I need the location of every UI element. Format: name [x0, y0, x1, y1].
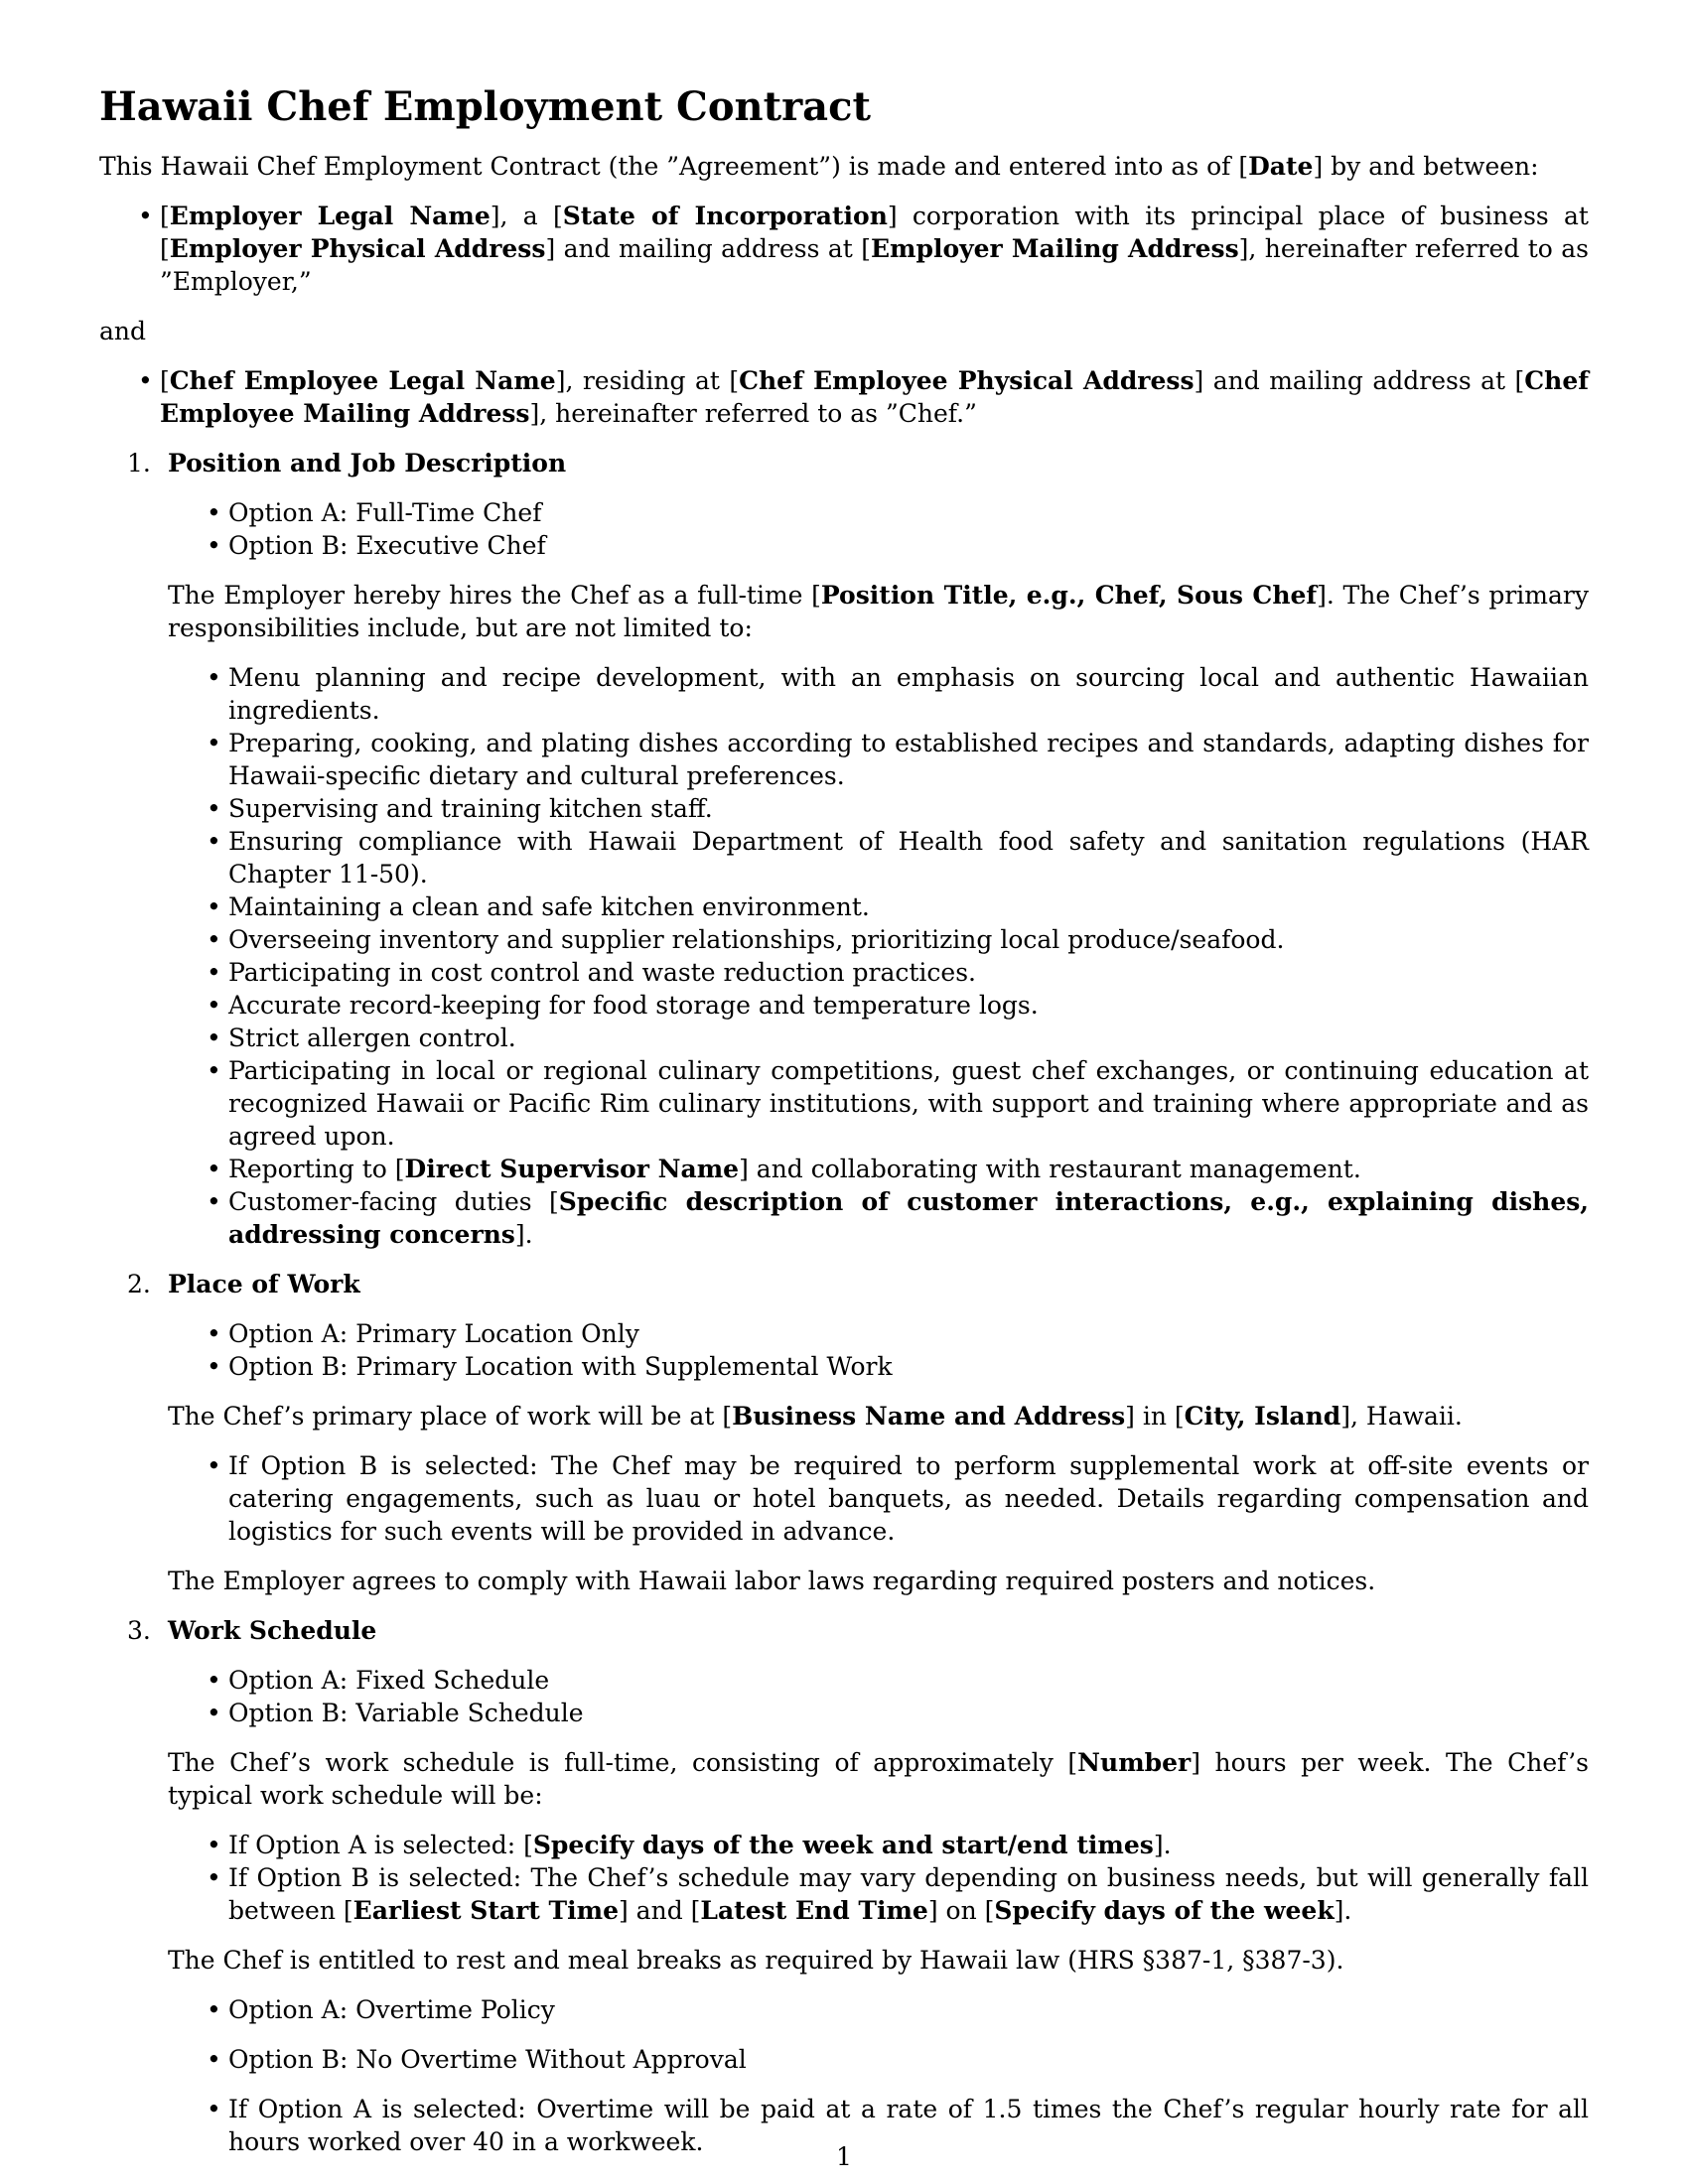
option-list: [168, 1317, 1589, 1383]
schedule-list: [168, 1829, 1589, 1927]
and-text: and: [99, 317, 147, 345]
contract-page: [99, 83, 1589, 2175]
option-list: [168, 1664, 1589, 1729]
section-heading: Position and Job Description: [168, 449, 567, 478]
section-position: [99, 447, 1589, 1251]
option-list: [168, 496, 1589, 562]
list-item: • Option A: Full-Time Chef: [228, 496, 1589, 529]
party-list-employer: [99, 200, 1589, 298]
list-item: • Strict allergen control.: [228, 1022, 1589, 1054]
list-item: • Ensuring compliance with Hawaii Department of Health food safety and sanitation regulations (HAR Chapter 11-50).: [228, 825, 1589, 890]
date-placeholder: Date: [1248, 152, 1314, 181]
section-number: 1.: [127, 449, 151, 478]
list-item: • Participating in local or regional culinary competitions, guest chef exchanges, or continuing education at recognized Hawaii or Pacific Rim culinary institutions, with support and training where appropriate and as agreed upon.: [228, 1054, 1589, 1153]
section-heading: Work Schedule: [168, 1616, 377, 1645]
list-item: • Reporting to [Direct Supervisor Name] and collaborating with restaurant management.: [228, 1153, 1589, 1185]
list-item: • Customer-facing duties [Specific description of customer interactions, e.g., explaining dishes, addressing concerns].: [228, 1185, 1589, 1251]
list-item: • Participating in cost control and waste reduction practices.: [228, 956, 1589, 989]
list-item: • Maintaining a clean and safe kitchen environment.: [228, 890, 1589, 923]
section-paragraph: The Chef is entitled to rest and meal breaks as required by Hawaii law (HRS §387-1, §387-3).: [168, 1946, 1344, 1975]
list-item: • If Option A is selected: Overtime will be paid at a rate of 1.5 times the Chef’s regular hourly rate for all hours worked over 40 in a workweek.: [228, 2093, 1589, 2158]
list-item: • If Option A is selected: [Specify days of the week and start/end times].: [228, 1829, 1589, 1861]
employer-party: • [Employer Legal Name], a [State of Incorporation] corporation with its principal place of business at [Employer Physical Address] and mailing address at [Employer Mailing Address], hereinafter referred to as ”Employer,”: [160, 200, 1589, 298]
section-paragraph: The Employer agrees to comply with Hawaii labor laws regarding required posters and notices.: [168, 1567, 1376, 1595]
section-paragraph: The Chef’s primary place of work will be at [Business Name and Address] in [City, Island], Hawaii.: [168, 1402, 1463, 1431]
list-item: • Preparing, cooking, and plating dishes according to established recipes and standards, adapting dishes for Hawaii-specific dietary and cultural preferences.: [228, 727, 1589, 792]
section-paragraph: The Employer hereby hires the Chef as a full-time [Position Title, e.g., Chef, Sous Chef]. The Chef’s primary responsibilities include, but are not limited to:: [168, 581, 1589, 642]
list-item: • Option B: No Overtime Without Approval: [228, 2043, 1589, 2076]
list-item: • Menu planning and recipe development, with an emphasis on sourcing local and authentic Hawaiian ingredients.: [228, 661, 1589, 727]
section-work-schedule: [99, 1614, 1589, 2158]
section-paragraph: The Chef’s work schedule is full-time, consisting of approximately [Number] hours per week. The Chef’s typical work schedule will be:: [168, 1748, 1589, 1810]
list-item: • If Option B is selected: The Chef’s schedule may vary depending on business needs, but will generally fall between [Earliest Start Time] and [Latest End Time] on [Specify days of the week].: [228, 1861, 1589, 1927]
list-item: • Option B: Executive Chef: [228, 529, 1589, 562]
section-place-of-work: [99, 1268, 1589, 1597]
section-heading: Place of Work: [168, 1270, 360, 1298]
page-number: 1: [836, 2142, 852, 2171]
document-title: Hawaii Chef Employment Contract: [99, 83, 871, 130]
overtime-list: [168, 1993, 1589, 2158]
list-item: • Accurate record-keeping for food storage and temperature logs.: [228, 989, 1589, 1022]
list-item: • Option A: Overtime Policy: [228, 1993, 1589, 2026]
intro-paragraph: This Hawaii Chef Employment Contract (the ”Agreement”) is made and entered into as of [Date] by and between:: [99, 152, 1539, 181]
option-b-list: [168, 1449, 1589, 1548]
list-item: • Option A: Fixed Schedule: [228, 1664, 1589, 1697]
list-item: • Option A: Primary Location Only: [228, 1317, 1589, 1350]
chef-party: • [Chef Employee Legal Name], residing at [Chef Employee Physical Address] and mailing address at [Chef Employee Mailing Address], hereinafter referred to as ”Chef.”: [160, 364, 1589, 430]
list-item: • Overseeing inventory and supplier relationships, prioritizing local produce/seafood.: [228, 923, 1589, 956]
section-number: 3.: [127, 1616, 151, 1645]
duties-list: [168, 661, 1589, 1251]
list-item: • Option B: Variable Schedule: [228, 1697, 1589, 1729]
party-list-chef: [99, 364, 1589, 430]
section-number: 2.: [127, 1270, 151, 1298]
list-item: • Option B: Primary Location with Supplemental Work: [228, 1350, 1589, 1383]
list-item: • If Option B is selected: The Chef may be required to perform supplemental work at off-site events or catering engagements, such as luau or hotel banquets, as needed. Details regarding compensation and logistics for such events will be provided in advance.: [228, 1449, 1589, 1548]
list-item: • Supervising and training kitchen staff.: [228, 792, 1589, 825]
